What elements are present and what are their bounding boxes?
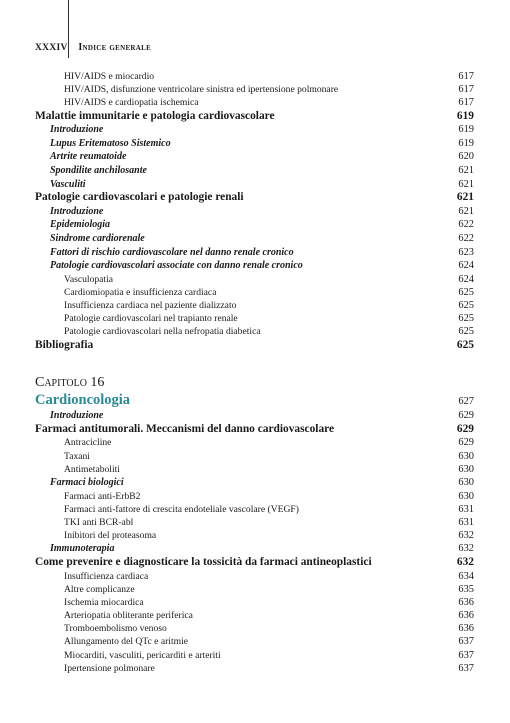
toc-entry[interactable] xyxy=(35,542,474,556)
toc-entry-page: 621 xyxy=(456,191,474,204)
toc-entry-title: Miocarditi, vasculiti, pericarditi e arteriti xyxy=(64,649,221,661)
toc-entry-title: HIV/AIDS, disfunzione ventricolare sinistra ed ipertensione polmonare xyxy=(64,84,339,96)
toc-entry[interactable] xyxy=(35,164,474,178)
toc-entry-page: 631 xyxy=(458,516,474,528)
chapter-label: Capitolo 16 xyxy=(35,375,105,391)
toc-entry-page: 632 xyxy=(456,555,474,568)
toc-entry-title: Introduzione xyxy=(50,124,104,136)
toc-entry-title: Patologie cardiovascolari associate con danno renale cronico xyxy=(50,260,303,272)
toc-entry[interactable] xyxy=(35,299,474,312)
toc-entry[interactable] xyxy=(35,150,474,164)
toc-entry[interactable] xyxy=(35,516,474,529)
toc-entry-page: 634 xyxy=(458,570,474,582)
toc-entry-title: Bibliografia xyxy=(35,338,94,351)
toc-entry[interactable] xyxy=(35,622,474,635)
toc-entry-page: 630 xyxy=(458,463,474,475)
toc-entry-title: Tromboembolismo venoso xyxy=(64,623,167,635)
toc-entry[interactable] xyxy=(35,476,474,490)
toc-entry[interactable] xyxy=(35,635,474,648)
toc-entry-title: Farmaci anti-fattore di crescita endoteliale vascolare (VEGF) xyxy=(64,503,299,515)
toc-entry-page: 625 xyxy=(456,338,474,351)
chapter-page: 627 xyxy=(458,396,474,408)
toc-entry-page: 630 xyxy=(458,490,474,502)
toc-entry[interactable] xyxy=(35,246,474,260)
toc-entry-title: Come prevenire e diagnosticare la tossicità da farmaci antineoplastici xyxy=(35,555,372,568)
toc-entry-page: 632 xyxy=(458,543,474,555)
toc-entry-page: 636 xyxy=(458,610,474,622)
page-number: XXXIV xyxy=(35,43,68,53)
toc-entry-page: 623 xyxy=(458,246,474,258)
toc-entry[interactable] xyxy=(35,325,474,338)
toc-entry-page: 624 xyxy=(458,273,474,285)
toc-entry-page: 636 xyxy=(458,596,474,608)
toc-entry[interactable] xyxy=(35,191,474,205)
toc-entry-page: 637 xyxy=(458,649,474,661)
toc-section-previous-chapter xyxy=(35,70,474,352)
toc-entry-page: 621 xyxy=(458,164,474,176)
toc-entry[interactable] xyxy=(35,137,474,151)
toc-entry-page: 632 xyxy=(458,530,474,542)
toc-entry-title: Altre complicanze xyxy=(64,583,135,595)
toc-entry[interactable] xyxy=(35,218,474,232)
toc-entry-page: 617 xyxy=(458,84,474,96)
toc-entry[interactable] xyxy=(35,409,474,423)
toc-entry[interactable] xyxy=(35,423,474,437)
toc-entry[interactable] xyxy=(35,339,474,353)
toc-entry[interactable] xyxy=(35,110,474,124)
toc-entry-title: Malattie immunitarie e patologia cardiovascolare xyxy=(35,109,275,122)
toc-entry[interactable] xyxy=(35,529,474,542)
page-header xyxy=(35,42,151,53)
toc-entry-title: Taxani xyxy=(64,450,90,462)
toc-entry-page: 621 xyxy=(458,178,474,190)
toc-entry-title: HIV/AIDS e cardiopatia ischemica xyxy=(64,97,199,109)
toc-entry-page: 625 xyxy=(458,300,474,312)
toc-entry-page: 636 xyxy=(458,623,474,635)
toc-entry-page: 617 xyxy=(458,71,474,82)
toc-entry-title: Arteriopatia obliterante periferica xyxy=(64,610,193,622)
toc-entry-page: 624 xyxy=(458,260,474,272)
toc-entry-page: 630 xyxy=(458,450,474,462)
toc-entry-title: Patologie cardiovascolari nel trapianto renale xyxy=(64,313,238,325)
toc-entry-title: Lupus Eritematoso Sistemico xyxy=(50,137,171,149)
toc-entry-page: 620 xyxy=(458,151,474,163)
toc-entry-title: Antimetaboliti xyxy=(64,463,120,475)
toc-entry-page: 637 xyxy=(458,636,474,648)
toc-entry[interactable] xyxy=(35,96,474,109)
toc-entry-title: Epidemiologia xyxy=(50,219,110,231)
toc-entry[interactable] xyxy=(35,436,474,449)
toc-entry[interactable] xyxy=(35,70,474,83)
toc-entry-page: 622 xyxy=(458,232,474,244)
toc-entry-title: Introduzione xyxy=(50,410,104,422)
toc-entry[interactable] xyxy=(35,273,474,286)
toc-entry-page: 625 xyxy=(458,286,474,298)
toc-entry[interactable] xyxy=(35,583,474,596)
toc-entry-page: 625 xyxy=(458,313,474,325)
toc-entry[interactable] xyxy=(35,490,474,503)
toc-entry[interactable] xyxy=(35,609,474,622)
toc-entry-page: 637 xyxy=(458,662,474,674)
toc-entry-title: Ipertensione polmonare xyxy=(64,662,155,674)
toc-entry-title: Antracicline xyxy=(64,437,112,449)
toc-entry[interactable] xyxy=(35,596,474,609)
toc-entry-page: 625 xyxy=(458,326,474,338)
toc-entry[interactable] xyxy=(35,259,474,273)
toc-entry[interactable] xyxy=(35,312,474,325)
toc-entry-page: 630 xyxy=(458,476,474,488)
toc-entry-title: Patologie cardiovascolari nella nefropatia diabetica xyxy=(64,326,261,338)
toc-entry-page: 617 xyxy=(458,97,474,109)
toc-entry[interactable] xyxy=(35,463,474,476)
toc-section-chapter-16 xyxy=(35,409,474,675)
toc-entry-page: 619 xyxy=(456,109,474,122)
toc-entry-title: Immunoterapia xyxy=(50,543,115,555)
toc-entry[interactable] xyxy=(35,662,474,675)
running-title: Indice generale xyxy=(78,42,152,53)
toc-entry-title: HIV/AIDS e miocardio xyxy=(64,71,155,82)
toc-entry-page: 631 xyxy=(458,503,474,515)
toc-entry-page: 619 xyxy=(458,124,474,136)
toc-entry[interactable] xyxy=(35,450,474,463)
toc-entry[interactable] xyxy=(35,83,474,96)
toc-entry-title: Spondilite anchilosante xyxy=(50,164,147,176)
toc-entry-title: Allungamento del QTc e aritmie xyxy=(64,636,189,648)
toc-entry-page: 629 xyxy=(458,410,474,422)
chapter-title-row[interactable] xyxy=(35,392,474,409)
toc-entry-page: 635 xyxy=(458,583,474,595)
toc-entry-title: Insufficienza cardiaca xyxy=(64,570,149,582)
toc-entry-title: Farmaci anti-ErbB2 xyxy=(64,490,141,502)
toc-entry-page: 621 xyxy=(458,205,474,217)
toc-entry-title: Insufficienza cardiaca nel paziente dializzato xyxy=(64,300,237,312)
toc-entry-title: Sindrome cardiorenale xyxy=(50,232,145,244)
toc-entry[interactable] xyxy=(35,503,474,516)
toc-entry[interactable] xyxy=(35,556,474,570)
table-of-contents xyxy=(35,70,474,675)
toc-entry-title: Introduzione xyxy=(50,205,104,217)
toc-entry-page: 619 xyxy=(458,137,474,149)
toc-entry-page: 629 xyxy=(456,422,474,435)
toc-entry[interactable] xyxy=(35,570,474,583)
toc-entry-page: 629 xyxy=(458,437,474,449)
toc-entry-page: 622 xyxy=(458,219,474,231)
toc-entry-title: Inibitori del proteasoma xyxy=(64,530,157,542)
toc-entry[interactable] xyxy=(35,649,474,662)
toc-entry-title: Fattori di rischio cardiovascolare nel danno renale cronico xyxy=(50,246,294,258)
toc-entry-title: Cardiomiopatia e insufficienza cardiaca xyxy=(64,286,217,298)
toc-entry-title: Artrite reumatoide xyxy=(50,151,127,163)
toc-entry-title: Vasculopatia xyxy=(64,273,114,285)
toc-entry-title: Vasculiti xyxy=(50,178,86,190)
toc-entry-title: Ischemia miocardica xyxy=(64,596,144,608)
chapter-title: Cardioncologia xyxy=(35,392,131,409)
toc-entry[interactable] xyxy=(35,232,474,246)
toc-entry[interactable] xyxy=(35,205,474,219)
toc-entry[interactable] xyxy=(35,178,474,192)
toc-entry-title: TKI anti BCR-abl xyxy=(64,516,134,528)
toc-entry[interactable] xyxy=(35,286,474,299)
toc-entry[interactable] xyxy=(35,123,474,137)
toc-entry-title: Patologie cardiovascolari e patologie renali xyxy=(35,191,244,204)
toc-entry-title: Farmaci antitumorali. Meccanismi del danno cardiovascolare xyxy=(35,422,335,435)
toc-entry-title: Farmaci biologici xyxy=(50,476,124,488)
